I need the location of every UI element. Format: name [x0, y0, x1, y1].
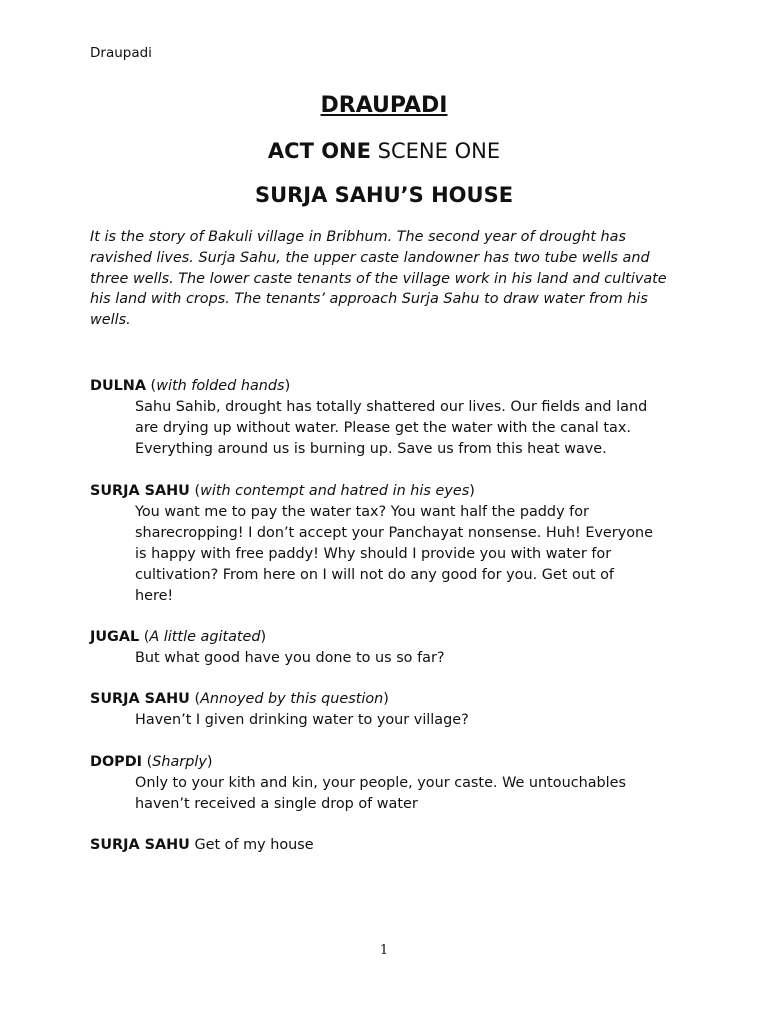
act-scene-line — [0, 139, 768, 163]
speech-line: Sahu Sahib, drought has totally shattered our lives. Our fields and land — [135, 399, 648, 415]
speaker-line: DOPDI (Sharply) — [90, 754, 213, 770]
inline-speech: Get of my house — [194, 837, 314, 853]
speech-line: are drying up without water. Please get the water with the canal tax. — [135, 420, 631, 436]
dialogue-block — [90, 376, 690, 460]
speech-line: cultivation? From here on I will not do any good for you. Get out of — [135, 567, 614, 583]
speaker-name: DULNA — [90, 378, 146, 394]
speech-text — [90, 648, 690, 669]
intro-paragraph: It is the story of Bakuli village in Bribhum. The second year of drought has ravished lives. Surja Sahu, the upper caste landowner has two tube wells and three wells. The lower caste tenants of the village work in his land and cultivate his land with crops. The tenants’ approach Surja Sahu to draw water from his wells. — [90, 229, 667, 329]
running-header: Draupadi — [90, 45, 152, 61]
speech-text — [90, 773, 690, 815]
speaker-line: JUGAL (A little agitated) — [90, 629, 267, 645]
stage-direction: with contempt and hatred in his eyes — [200, 483, 470, 499]
speaker-line: SURJA SAHU (with contempt and hatred in his eyes) — [90, 483, 475, 499]
speech-line: is happy with free paddy! Why should I provide you with water for — [135, 546, 612, 562]
page-number: 1 — [379, 943, 389, 958]
speaker-name: JUGAL — [90, 629, 140, 645]
speech-text — [90, 502, 690, 607]
scene-label: SCENE ONE — [377, 139, 501, 163]
speech-line: Only to your kith and kin, your people, your caste. We untouchables — [135, 775, 627, 791]
speech-line: haven’t received a single drop of water — [135, 796, 418, 812]
stage-direction: Annoyed by this question — [200, 691, 384, 707]
speaker-line — [90, 835, 690, 856]
speech-line: But what good have you done to us so far? — [135, 650, 445, 666]
speech-line: Everything around us is burning up. Save us from this heat wave. — [135, 441, 607, 457]
speech-line: here! — [135, 588, 174, 604]
speech-line: Haven’t I given drinking water to your village? — [135, 712, 469, 728]
dialogue-block — [90, 481, 690, 607]
stage-direction: A little agitated — [149, 629, 261, 645]
dialogue-block — [90, 752, 690, 815]
speaker-line: SURJA SAHU (Annoyed by this question) — [90, 691, 389, 707]
dialogue-block — [90, 835, 690, 856]
speech-line: You want me to pay the water tax? You want half the paddy for — [135, 504, 589, 520]
speaker-name: SURJA SAHU — [90, 483, 190, 499]
dialogue-block — [90, 627, 690, 669]
stage-direction: with folded hands — [156, 378, 285, 394]
speech-text — [90, 710, 690, 731]
speaker-line: DULNA (with folded hands) — [90, 378, 291, 394]
dialogue-block — [90, 689, 690, 731]
stage-direction: Sharply — [152, 754, 207, 770]
play-title: DRAUPADI — [320, 93, 448, 118]
speech-line: sharecropping! I don’t accept your Panchayat nonsense. Huh! Everyone — [135, 525, 653, 541]
speaker-name: SURJA SAHU — [90, 837, 190, 853]
speaker-name: SURJA SAHU — [90, 691, 190, 707]
speech-text — [90, 397, 690, 460]
act-label: ACT ONE — [267, 139, 371, 163]
scene-heading: SURJA SAHU’S HOUSE — [254, 183, 514, 207]
speaker-name: DOPDI — [90, 754, 143, 770]
